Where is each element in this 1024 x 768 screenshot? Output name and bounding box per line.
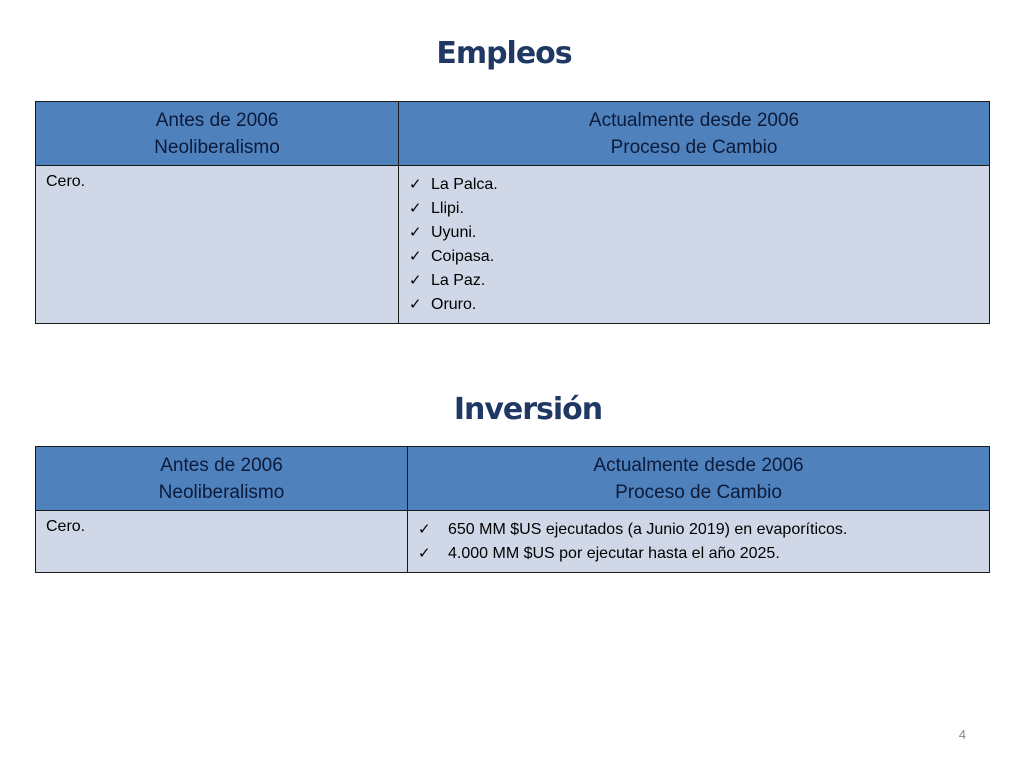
inversion-title: Inversión [453,392,603,427]
list-item-text: 4.000 MM $US por ejecutar hasta el año 2025. [448,545,780,562]
empleos-header-row [36,102,990,166]
checkmark-icon: ✓ [418,545,431,562]
list-item-text: Coipasa. [431,248,495,265]
checkmark-icon: ✓ [409,176,422,193]
checkmark-icon: ✓ [409,248,422,265]
inversion-current-cell [408,511,990,573]
empleos-body-row [36,166,990,324]
inversion-before-cell: Cero. [36,511,408,573]
empleos-current-cell [399,166,990,324]
list-item-text: La Palca. [431,176,498,193]
checkmark-icon: ✓ [409,200,422,217]
inversion-header-current [408,447,990,511]
list-item [409,269,979,293]
list-item [409,245,979,269]
list-item-text: Oruro. [431,296,477,313]
checkmark-icon: ✓ [409,272,422,289]
list-item [409,221,979,245]
inversion-header-current-line1: Actualmente desde 2006 [593,455,804,476]
inversion-item-list [418,518,979,566]
list-item-text: Llipi. [431,200,464,217]
list-item [409,173,979,197]
list-item [418,518,979,542]
inversion-body-row [36,511,990,573]
empleos-table [35,101,990,324]
empleos-header-before-line2: Neoliberalismo [154,137,280,158]
inversion-header-before-line1: Antes de 2006 [160,455,283,476]
list-item [418,542,979,566]
checkmark-icon: ✓ [409,224,422,241]
inversion-header-row [36,447,990,511]
list-item [409,293,979,317]
list-item [409,197,979,221]
empleos-location-list [409,173,979,317]
inversion-header-before [36,447,408,511]
empleos-header-current-line2: Proceso de Cambio [610,137,778,158]
empleos-header-current-line1: Actualmente desde 2006 [588,110,800,131]
empleos-header-current [399,102,990,166]
page-number: 4 [958,727,966,742]
empleos-title: Empleos [436,36,572,71]
empleos-header-before-line1: Antes de 2006 [155,110,279,131]
inversion-table [35,446,990,573]
empleos-before-cell: Cero. [36,166,399,324]
list-item-text: La Paz. [431,272,486,289]
list-item-text: 650 MM $US ejecutados (a Junio 2019) en evaporíticos. [448,521,848,538]
inversion-header-current-line2: Proceso de Cambio [615,482,782,503]
checkmark-icon: ✓ [409,296,422,313]
checkmark-icon: ✓ [418,521,431,538]
inversion-header-before-line2: Neoliberalismo [158,482,285,503]
list-item-text: Uyuni. [431,224,477,241]
empleos-header-before [36,102,399,166]
